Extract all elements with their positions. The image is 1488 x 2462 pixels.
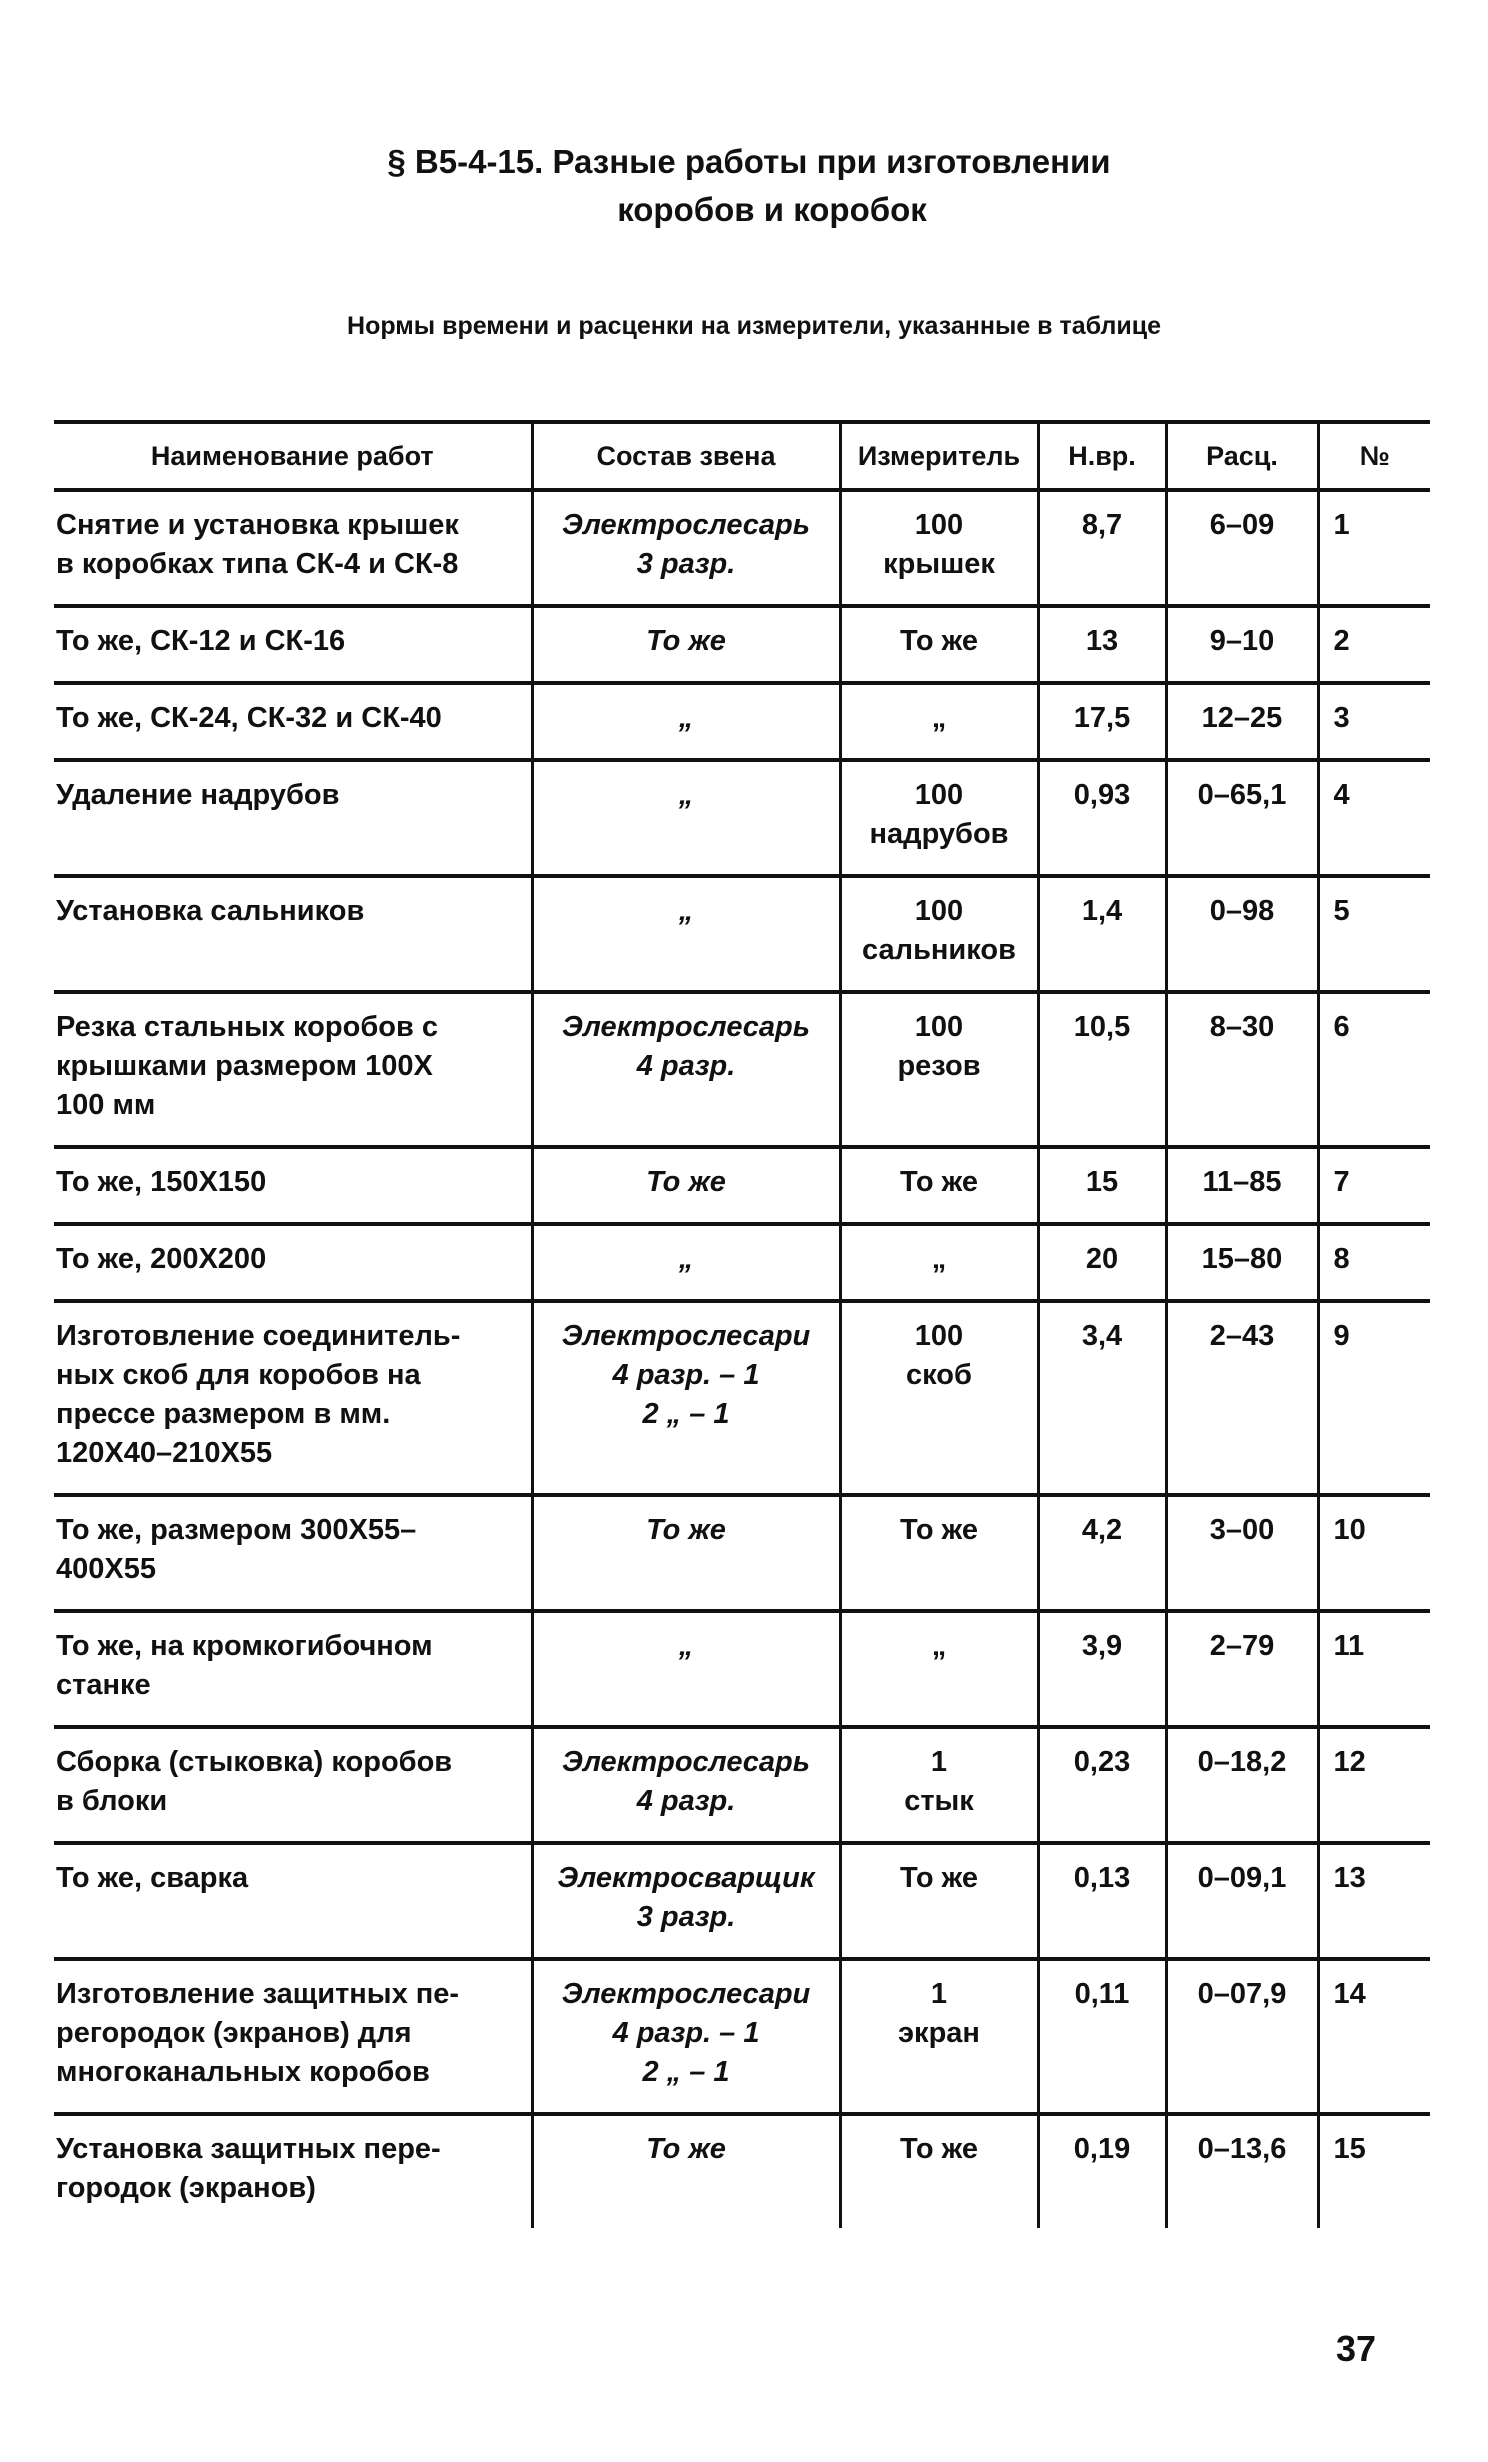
- table-row: [54, 1301, 1430, 1495]
- cell-work-name-line: 120Х40–210Х55: [56, 1437, 273, 1469]
- cell-work-name-line: То же, сварка: [56, 1862, 249, 1894]
- table-row: [54, 1959, 1430, 2114]
- cell-crew: [532, 876, 840, 992]
- cell-work-name-line: станке: [56, 1669, 151, 1701]
- cell-unit-line: крышек: [883, 548, 995, 580]
- cell-unit-line: 100: [914, 895, 964, 927]
- cell-unit-line: То же: [900, 1862, 978, 1894]
- cell-work-name-line: Снятие и установка крышек: [56, 509, 459, 541]
- cell-unit-line: 100: [914, 1320, 964, 1352]
- cell-number: 5: [1318, 876, 1430, 992]
- cell-work-name-line: Резка стальных коробов с: [56, 1011, 438, 1043]
- section-title-line-2: коробов и коробок: [617, 191, 927, 228]
- cell-work-name: [54, 992, 532, 1147]
- cell-number: 14: [1318, 1959, 1430, 2114]
- cell-unit: [840, 1147, 1038, 1224]
- table-header-row: [54, 422, 1430, 490]
- cell-price: 15–80: [1166, 1224, 1318, 1301]
- cell-work-name-line: крышками размером 100Х: [56, 1050, 433, 1082]
- cell-work-name-line: городок (экранов): [56, 2172, 316, 2204]
- cell-work-name-line: ных скоб для коробов на: [56, 1359, 421, 1391]
- cell-work-name-line: многоканальных коробов: [56, 2056, 430, 2088]
- table-row: [54, 2114, 1430, 2228]
- cell-unit-line: сальников: [862, 934, 1016, 966]
- cell-crew-line: Электрослесарь: [561, 1011, 810, 1043]
- cell-crew-line: „: [678, 702, 694, 734]
- table-row: [54, 606, 1430, 683]
- cell-crew-line: 2 „ – 1: [642, 2056, 730, 2088]
- cell-number: 8: [1318, 1224, 1430, 1301]
- cell-work-name: [54, 1959, 532, 2114]
- cell-unit-line: 100: [914, 779, 964, 811]
- cell-work-name-line: в блоки: [56, 1785, 168, 1817]
- cell-unit: [840, 1611, 1038, 1727]
- cell-unit-line: экран: [898, 2017, 980, 2049]
- cell-unit: [840, 606, 1038, 683]
- cell-time-norm: 13: [1038, 606, 1166, 683]
- cell-work-name-line: То же, 200Х200: [56, 1243, 267, 1275]
- table-row: [54, 1224, 1430, 1301]
- cell-work-name: [54, 1843, 532, 1959]
- cell-price: 2–79: [1166, 1611, 1318, 1727]
- table-row: [54, 490, 1430, 606]
- cell-number: 1: [1318, 490, 1430, 606]
- cell-time-norm: 0,13: [1038, 1843, 1166, 1959]
- cell-number: 11: [1318, 1611, 1430, 1727]
- cell-price: 3–00: [1166, 1495, 1318, 1611]
- cell-unit: [840, 490, 1038, 606]
- cell-work-name-line: То же, на кромкогибочном: [56, 1630, 433, 1662]
- header-work-name: Наименование работ: [54, 422, 532, 490]
- cell-crew-line: То же: [646, 1514, 726, 1546]
- cell-crew-line: То же: [646, 625, 726, 657]
- cell-work-name-line: То же, СК-12 и СК-16: [56, 625, 346, 657]
- cell-crew-line: Электрослесари: [561, 1320, 811, 1352]
- cell-price: 0–07,9: [1166, 1959, 1318, 2114]
- cell-crew-line: 4 разр. – 1: [612, 1359, 760, 1391]
- cell-price: 0–98: [1166, 876, 1318, 992]
- section-title-line-1: § В5-4-15. Разные работы при изготовлении: [387, 143, 1111, 180]
- cell-crew-line: „: [678, 895, 694, 927]
- cell-work-name-line: Изготовление защитных пе-: [56, 1978, 460, 2010]
- table-row: [54, 1495, 1430, 1611]
- cell-unit: [840, 876, 1038, 992]
- cell-unit: [840, 1301, 1038, 1495]
- cell-work-name: [54, 1727, 532, 1843]
- cell-unit-line: стык: [904, 1785, 974, 1817]
- cell-unit-line: 100: [914, 509, 964, 541]
- header-time-norm: Н.вр.: [1038, 422, 1166, 490]
- cell-number: 9: [1318, 1301, 1430, 1495]
- header-price: Расц.: [1166, 422, 1318, 490]
- cell-price: 11–85: [1166, 1147, 1318, 1224]
- cell-price: 0–18,2: [1166, 1727, 1318, 1843]
- cell-unit-line: То же: [900, 2133, 978, 2165]
- cell-unit: [840, 1959, 1038, 2114]
- cell-price: 0–09,1: [1166, 1843, 1318, 1959]
- table-row: [54, 992, 1430, 1147]
- cell-number: 2: [1318, 606, 1430, 683]
- cell-crew-line: 4 разр.: [636, 1785, 736, 1817]
- cell-number: 6: [1318, 992, 1430, 1147]
- cell-crew: [532, 1959, 840, 2114]
- cell-work-name: [54, 1611, 532, 1727]
- cell-number: 7: [1318, 1147, 1430, 1224]
- cell-work-name-line: регородок (экранов) для: [56, 2017, 412, 2049]
- cell-crew: [532, 760, 840, 876]
- cell-price: 6–09: [1166, 490, 1318, 606]
- cell-unit-line: „: [931, 702, 947, 734]
- header-crew: Состав звена: [532, 422, 840, 490]
- cell-crew-line: 3 разр.: [636, 548, 736, 580]
- cell-work-name-line: 100 мм: [56, 1089, 156, 1121]
- cell-unit: [840, 1224, 1038, 1301]
- cell-crew: [532, 490, 840, 606]
- table-row: [54, 1843, 1430, 1959]
- cell-unit-line: скоб: [906, 1359, 972, 1391]
- header-number: №: [1318, 422, 1430, 490]
- cell-unit-line: 1: [930, 1746, 948, 1778]
- table-body: [54, 490, 1430, 2228]
- cell-unit-line: 100: [914, 1011, 964, 1043]
- table-row: [54, 760, 1430, 876]
- table-row: [54, 1727, 1430, 1843]
- cell-work-name-line: прессе размером в мм.: [56, 1398, 391, 1430]
- cell-crew-line: 3 разр.: [636, 1901, 736, 1933]
- cell-time-norm: 8,7: [1038, 490, 1166, 606]
- cell-unit: [840, 1495, 1038, 1611]
- cell-unit-line: „: [931, 1630, 947, 1662]
- cell-work-name-line: Сборка (стыковка) коробов: [56, 1746, 453, 1778]
- cell-work-name-line: То же, СК-24, СК-32 и СК-40: [56, 702, 442, 734]
- cell-time-norm: 20: [1038, 1224, 1166, 1301]
- cell-price: 2–43: [1166, 1301, 1318, 1495]
- cell-time-norm: 15: [1038, 1147, 1166, 1224]
- cell-number: 3: [1318, 683, 1430, 760]
- cell-time-norm: 1,4: [1038, 876, 1166, 992]
- cell-work-name: [54, 490, 532, 606]
- table-row: [54, 1611, 1430, 1727]
- cell-work-name-line: То же, 150Х150: [56, 1166, 267, 1198]
- cell-number: 12: [1318, 1727, 1430, 1843]
- cell-time-norm: 17,5: [1038, 683, 1166, 760]
- cell-crew-line: Электрослесарь: [561, 509, 810, 541]
- cell-price: 8–30: [1166, 992, 1318, 1147]
- section-title: [0, 138, 1488, 234]
- cell-time-norm: 0,19: [1038, 2114, 1166, 2228]
- cell-unit: [840, 760, 1038, 876]
- cell-unit-line: надрубов: [869, 818, 1009, 850]
- cell-work-name-line: То же, размером 300Х55–: [56, 1514, 417, 1546]
- cell-time-norm: 0,23: [1038, 1727, 1166, 1843]
- table-subtitle: Нормы времени и расценки на измерители, указанные в таблице: [347, 312, 1161, 340]
- cell-work-name-line: Изготовление соединитель-: [56, 1320, 461, 1352]
- cell-work-name: [54, 683, 532, 760]
- cell-work-name: [54, 2114, 532, 2228]
- cell-crew-line: То же: [646, 1166, 726, 1198]
- cell-work-name: [54, 1301, 532, 1495]
- cell-work-name: [54, 876, 532, 992]
- cell-work-name-line: Установка сальников: [56, 895, 365, 927]
- cell-unit-line: „: [931, 1243, 947, 1275]
- cell-time-norm: 0,11: [1038, 1959, 1166, 2114]
- cell-number: 15: [1318, 2114, 1430, 2228]
- cell-price: 0–65,1: [1166, 760, 1318, 876]
- cell-unit: [840, 2114, 1038, 2228]
- cell-crew: [532, 1224, 840, 1301]
- cell-work-name-line: 400Х55: [56, 1553, 156, 1585]
- cell-crew: [532, 1727, 840, 1843]
- cell-time-norm: 0,93: [1038, 760, 1166, 876]
- cell-crew: [532, 1843, 840, 1959]
- cell-unit: [840, 1727, 1038, 1843]
- cell-work-name-line: Установка защитных пере-: [56, 2133, 441, 2165]
- cell-unit: [840, 1843, 1038, 1959]
- table-row: [54, 683, 1430, 760]
- cell-crew-line: „: [678, 1243, 694, 1275]
- cell-unit-line: То же: [900, 625, 978, 657]
- cell-work-name: [54, 1224, 532, 1301]
- cell-time-norm: 10,5: [1038, 992, 1166, 1147]
- cell-crew-line: „: [678, 779, 694, 811]
- cell-work-name: [54, 606, 532, 683]
- cell-crew-line: Электросварщик: [557, 1862, 815, 1894]
- cell-time-norm: 3,9: [1038, 1611, 1166, 1727]
- page-number: 37: [1336, 2328, 1377, 2369]
- cell-unit-line: То же: [900, 1166, 978, 1198]
- cell-work-name-line: в коробках типа СК-4 и СК-8: [56, 548, 459, 580]
- cell-number: 4: [1318, 760, 1430, 876]
- cell-time-norm: 3,4: [1038, 1301, 1166, 1495]
- cell-work-name: [54, 1495, 532, 1611]
- cell-unit: [840, 992, 1038, 1147]
- cell-work-name: [54, 1147, 532, 1224]
- cell-crew: [532, 1495, 840, 1611]
- header-unit: Измеритель: [840, 422, 1038, 490]
- cell-crew: [532, 992, 840, 1147]
- cell-crew: [532, 606, 840, 683]
- cell-crew-line: 4 разр. – 1: [612, 2017, 760, 2049]
- cell-crew: [532, 1147, 840, 1224]
- cell-price: 0–13,6: [1166, 2114, 1318, 2228]
- cell-crew: [532, 1301, 840, 1495]
- cell-crew-line: Электрослесари: [561, 1978, 811, 2010]
- cell-unit: [840, 683, 1038, 760]
- cell-time-norm: 4,2: [1038, 1495, 1166, 1611]
- cell-unit-line: 1: [930, 1978, 948, 2010]
- cell-number: 10: [1318, 1495, 1430, 1611]
- cell-work-name-line: Удаление надрубов: [56, 779, 340, 811]
- cell-crew-line: 2 „ – 1: [642, 1398, 730, 1430]
- table-row: [54, 876, 1430, 992]
- cell-price: 12–25: [1166, 683, 1318, 760]
- cell-work-name: [54, 760, 532, 876]
- cell-number: 13: [1318, 1843, 1430, 1959]
- cell-crew: [532, 2114, 840, 2228]
- cell-crew-line: „: [678, 1630, 694, 1662]
- cell-crew: [532, 1611, 840, 1727]
- cell-crew-line: 4 разр.: [636, 1050, 736, 1082]
- cell-crew-line: То же: [646, 2133, 726, 2165]
- cell-price: 9–10: [1166, 606, 1318, 683]
- cell-unit-line: резов: [897, 1050, 981, 1082]
- cell-unit-line: То же: [900, 1514, 978, 1546]
- cell-crew: [532, 683, 840, 760]
- cell-crew-line: Электрослесарь: [561, 1746, 810, 1778]
- table-row: [54, 1147, 1430, 1224]
- norms-table: [54, 420, 1430, 2228]
